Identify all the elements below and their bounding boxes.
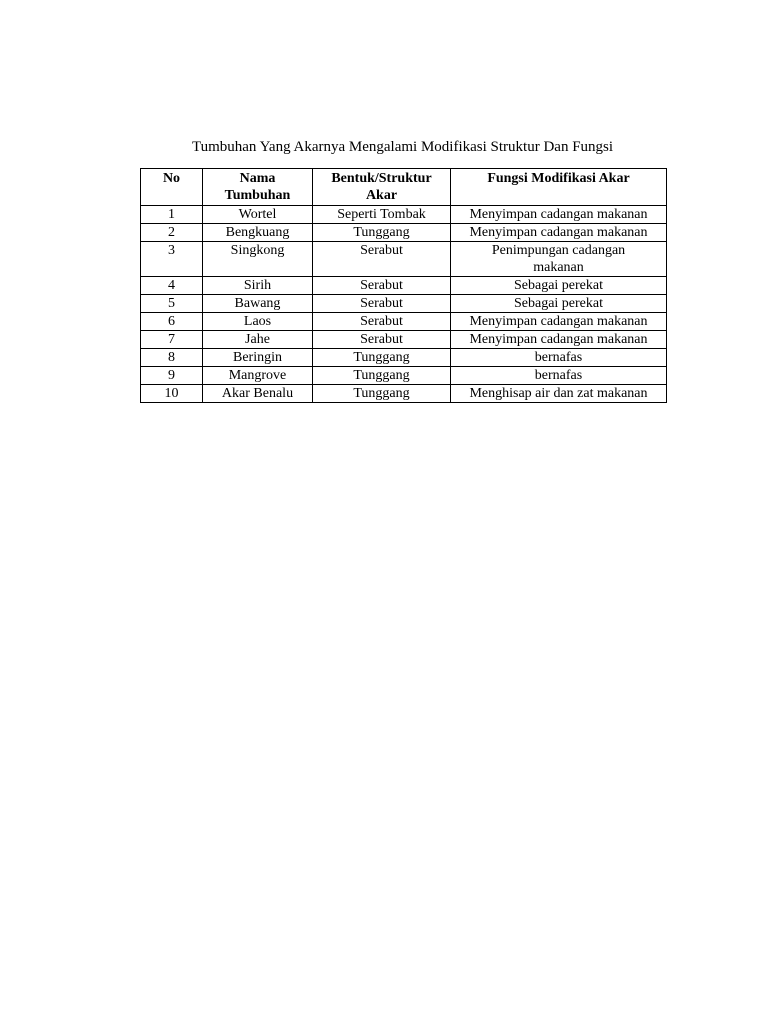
table-row (141, 313, 667, 331)
table-row (141, 331, 667, 349)
cell-root-form: Tunggang (313, 349, 451, 367)
root-modification-table (140, 168, 667, 403)
cell-plant-name: Laos (203, 313, 313, 331)
cell-no: 5 (141, 295, 203, 313)
cell-root-form: Seperti Tombak (313, 206, 451, 224)
cell-plant-name: Bawang (203, 295, 313, 313)
header-root-form-line-2: Akar (365, 188, 398, 203)
cell-plant-name: Wortel (203, 206, 313, 224)
cell-root-function: Menyimpan cadangan makanan (451, 206, 667, 224)
cell-root-function: bernafas (451, 367, 667, 385)
cell-plant-name: Singkong (203, 242, 313, 277)
cell-root-form: Serabut (313, 242, 451, 277)
cell-no: 10 (141, 385, 203, 403)
cell-root-form: Serabut (313, 295, 451, 313)
table-header-row (141, 169, 667, 206)
cell-root-function: Sebagai perekat (451, 277, 667, 295)
cell-root-function: Menghisap air dan zat makanan (451, 385, 667, 403)
table-row (141, 277, 667, 295)
cell-root-form: Tunggang (313, 385, 451, 403)
header-plant-name (203, 169, 313, 206)
cell-no: 2 (141, 224, 203, 242)
document-title: Tumbuhan Yang Akarnya Mengalami Modifikasi Struktur Dan Fungsi (191, 139, 614, 155)
cell-no: 6 (141, 313, 203, 331)
cell-plant-name: Mangrove (203, 367, 313, 385)
table-row (141, 349, 667, 367)
header-root-function-label: Fungsi Modifikasi Akar (487, 171, 630, 186)
cell-no: 7 (141, 331, 203, 349)
table-row (141, 385, 667, 403)
cell-root-function: bernafas (451, 349, 667, 367)
header-root-function (451, 169, 667, 206)
table-row (141, 206, 667, 224)
cell-root-function-line-2: makanan (533, 260, 584, 275)
table-row (141, 295, 667, 313)
cell-no: 8 (141, 349, 203, 367)
header-no (141, 169, 203, 206)
header-root-form (313, 169, 451, 206)
cell-plant-name: Akar Benalu (203, 385, 313, 403)
header-no-label: No (162, 171, 181, 186)
cell-plant-name: Jahe (203, 331, 313, 349)
cell-root-function-line-1: Penimpungan cadangan (491, 243, 626, 258)
cell-root-form: Serabut (313, 313, 451, 331)
cell-plant-name: Sirih (203, 277, 313, 295)
table-row (141, 242, 667, 277)
cell-root-form: Serabut (313, 277, 451, 295)
cell-root-function: Sebagai perekat (451, 295, 667, 313)
cell-root-function: Menyimpan cadangan makanan (451, 313, 667, 331)
table-row (141, 367, 667, 385)
cell-root-function (451, 242, 667, 277)
cell-root-form: Tunggang (313, 367, 451, 385)
cell-no: 3 (141, 242, 203, 277)
header-root-form-line-1: Bentuk/Struktur (331, 171, 432, 186)
cell-root-form: Tunggang (313, 224, 451, 242)
header-plant-name-line-2: Tumbuhan (224, 188, 291, 203)
cell-root-function: Menyimpan cadangan makanan (451, 224, 667, 242)
cell-root-form: Serabut (313, 331, 451, 349)
cell-no: 4 (141, 277, 203, 295)
cell-plant-name: Beringin (203, 349, 313, 367)
cell-plant-name: Bengkuang (203, 224, 313, 242)
cell-no: 1 (141, 206, 203, 224)
cell-no: 9 (141, 367, 203, 385)
table-row (141, 224, 667, 242)
header-plant-name-line-1: Nama (239, 171, 276, 186)
cell-root-function: Menyimpan cadangan makanan (451, 331, 667, 349)
